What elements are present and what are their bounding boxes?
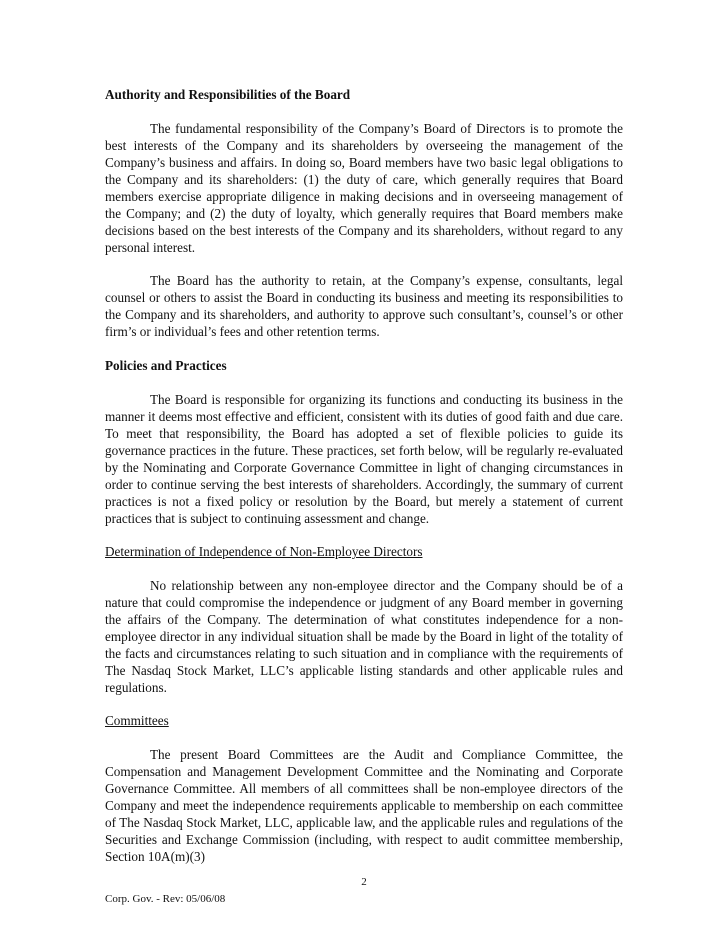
paragraph-committees-1: The present Board Committees are the Audit and Compliance Committee, the Compensation and Management Development Committee and the Nominating and Corporate Governance Committee. All members of all committees shall be non-employee directors of the Company and meet the independence requirements applicable to membership on each committee of The Nasdaq Stock Market, LLC, applicable law, and the applicable rules and regulations of the Securities and Exchange Commission (including, with respect to audit committee membership, Section 10A(m)(3) <box>105 747 623 864</box>
paragraph-authority-2: The Board has the authority to retain, at the Company’s expense, consultants, legal counsel or others to assist the Board in conducting its business and meeting its responsibilities to the Company and its shareholders, and authority to approve such consultant’s, counsel’s or other firm’s or individual’s fees and other retention terms. <box>105 273 623 339</box>
paragraph-policies-1: The Board is responsible for organizing its functions and conducting its business in the manner it deems most effective and efficient, consistent with its duties of good faith and due care. To meet that responsibility, the Board has adopted a set of flexible policies to guide its governance practices in the future. These practices, set forth below, will be regularly re-evaluated by the Nominating and Corporate Governance Committee in light of changing circumstances in order to continue serving the best interests of shareholders. Accordingly, the summary of current practices is not a fixed policy or resolution by the Board, but merely a statement of current practices that is subject to continuing assessment and change. <box>105 392 623 526</box>
revision-footer: Corp. Gov. - Rev: 05/06/08 <box>105 893 226 905</box>
section-heading-authority: Authority and Responsibilities of the Board <box>105 87 351 102</box>
subsection-heading-committees: Committees <box>105 713 169 728</box>
document-body <box>105 86 623 865</box>
page-number: 2 <box>361 876 367 888</box>
section-heading-policies: Policies and Practices <box>105 358 227 373</box>
paragraph-independence-1: No relationship between any non-employee director and the Company should be of a nature that could compromise the independence or judgment of any Board member in governing the affairs of the Company. The determination of what constitutes independence for a non-employee director in any individual situation shall be made by the Board in light of the totality of the facts and circumstances relating to such situation and in compliance with the requirements of The Nasdaq Stock Market, LLC’s applicable listing standards and other applicable rules and regulations. <box>105 578 623 695</box>
paragraph-authority-1: The fundamental responsibility of the Company’s Board of Directors is to promote the best interests of the Company and its shareholders by overseeing the management of the Company’s business and affairs. In doing so, Board members have two basic legal obligations to the Company and its shareholders: (1) the duty of care, which generally requires that Board members exercise appropriate diligence in making decisions and in overseeing management of the Company; and (2) the duty of loyalty, which generally requires that Board members make decisions based on the best interests of the Company and its shareholders, without regard to any personal interest. <box>105 121 623 255</box>
subsection-heading-independence: Determination of Independence of Non-Employee Directors <box>105 544 423 559</box>
